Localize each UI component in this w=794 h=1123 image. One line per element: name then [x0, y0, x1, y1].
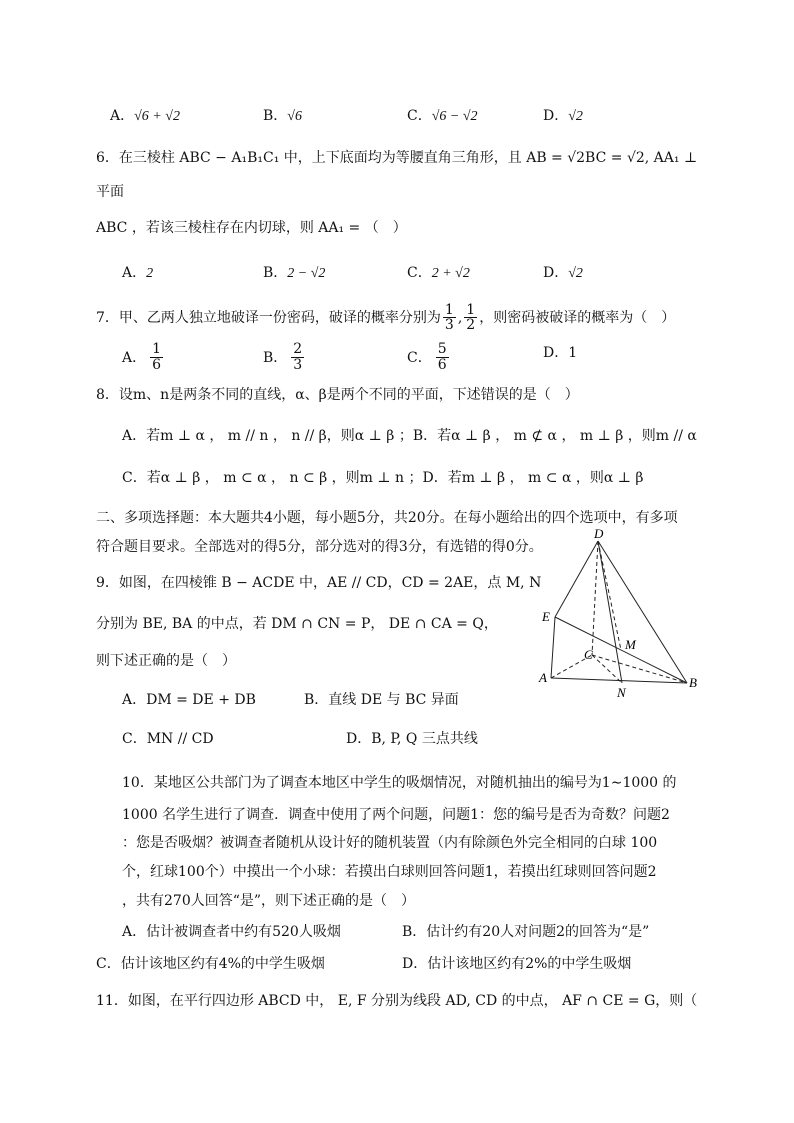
q7-option-a: A． 1 6 [122, 341, 162, 373]
q6-stem-line2: 平面 [96, 184, 124, 200]
q10-option-d: D．估计该地区约有2%的中学生吸烟 [402, 956, 632, 972]
q10-stem-line5: ，共有270人回答“是”，则下述正确的是（ ） [122, 893, 416, 909]
q5-option-b: B．√6 [263, 108, 302, 124]
q9-option-b: B．直线 DE 与 BC 异面 [304, 692, 459, 708]
q5-option-c: C．√6 − √2 [407, 108, 478, 124]
q10-option-b: B．估计约有20人对问题2的回答为“是” [402, 924, 650, 940]
section2-intro-line2: 符合题目要求。全部选对的得5分，部分选对的得3分，有选错的得0分。 [96, 539, 543, 555]
q10-stem-line4: 个，红球100个）中摸出一个小球：若摸出白球则回答问题1，若摸出红球则回答问题2 [122, 864, 657, 880]
q8-options-cd: C．若α ⊥ β ， m ⊂ α ， n ⊂ β ，则m ⊥ n ；D．若m ⊥ β ， m ⊂ α ，则α ⊥ β [122, 470, 644, 486]
q9-option-a: A．DM = DE + DB [122, 692, 256, 708]
q9-stem-line2: 分别为 BE, BA 的中点，若 DM ∩ CN = P， DE ∩ CA = Q， [96, 616, 498, 632]
label-d: D [594, 526, 604, 541]
q8-stem: 8．设m、n是两条不同的直线，α、β是两个不同的平面，下述错误的是（ ） [96, 387, 579, 403]
q11-stem-line1: 11．如图，在平行四边形 ABCD 中， E, F 分别为线段 AD, CD 的中点， AF ∩ CE = G，则（ [96, 993, 698, 1009]
q5-option-d: D．√2 [543, 108, 583, 124]
q10-option-c: C．估计该地区约有4%的中学生吸烟 [96, 956, 325, 972]
q6-stem-line1: 6．在三棱柱 ABC − A₁B₁C₁ 中，上下底面均为等腰直角三角形，且 AB = √2BC = √2, AA₁ ⊥ [96, 150, 698, 166]
q7-option-d: D．1 [543, 345, 578, 361]
q6-option-a: A．2 [122, 265, 154, 281]
q9-stem-line3: 则下述正确的是（ ） [96, 653, 236, 669]
q10-stem-line1: 10．某地区公共部门为了调查本地区中学生的吸烟情况，对随机抽出的编号为1∼1000 的 [122, 775, 677, 791]
q7-fraction-1: 1 3 [444, 302, 454, 333]
q6-option-d: D．√2 [543, 265, 583, 281]
label-b: B [689, 675, 697, 690]
label-e: E [542, 609, 550, 624]
q5-option-a: A．√6 + √2 [110, 108, 180, 124]
q7-stem: 7．甲、乙两人独立地破译一份密码，破译的概率分别为 1 3 , 1 2 ，则密码被破译的概率为（ ） [96, 302, 676, 333]
q10-stem-line2: 1000 名学生进行了调查．调查中使用了两个问题，问题1：您的编号是否为奇数？问题2 [122, 807, 670, 823]
label-c: C [584, 647, 593, 662]
q8-options-ab: A．若m ⊥ α ， m // n ， n // β，则α ⊥ β ；B．若α ⊥ β ， m ⊄ α ， m ⊥ β ，则m // α [122, 428, 697, 444]
q7-stem-suffix: ，则密码被破译的概率为（ ） [479, 309, 676, 326]
q10-option-a: A．估计被调查者中约有520人吸烟 [122, 924, 341, 940]
q10-stem-line3: ：您是否吸烟？被调查者随机从设计好的随机装置（内有除颜色外完全相同的白球 100 [122, 835, 658, 851]
q7-option-b: B． 2 3 [263, 341, 303, 373]
section2-intro-line1: 二、多项选择题：本大题共4小题，每小题5分，共20分。在每小题给出的四个选项中，有多项 [96, 510, 678, 526]
label-n: N [617, 685, 626, 700]
q7-fraction-2: 1 2 [466, 302, 476, 333]
q9-option-c: C．MN // CD [122, 731, 214, 747]
q6-stem-line3: ABC ，若该三棱柱存在内切球，则 AA₁ = （ ） [96, 220, 407, 236]
q9-pyramid-figure [532, 525, 712, 705]
q7-stem-prefix: 7．甲、乙两人独立地破译一份密码，破译的概率分别为 [96, 309, 441, 326]
label-m: M [625, 637, 636, 652]
q6-option-c: C．2 + √2 [407, 265, 470, 281]
label-a: A [539, 670, 547, 685]
q6-option-b: B．2 − √2 [263, 265, 326, 281]
q9-option-d: D．B, P, Q 三点共线 [346, 731, 478, 747]
q7-option-c: C． 5 6 [407, 341, 447, 373]
q9-stem-line1: 9．如图，在四棱锥 B − ACDE 中，AE // CD，CD = 2AE，点 M, N [96, 575, 542, 591]
